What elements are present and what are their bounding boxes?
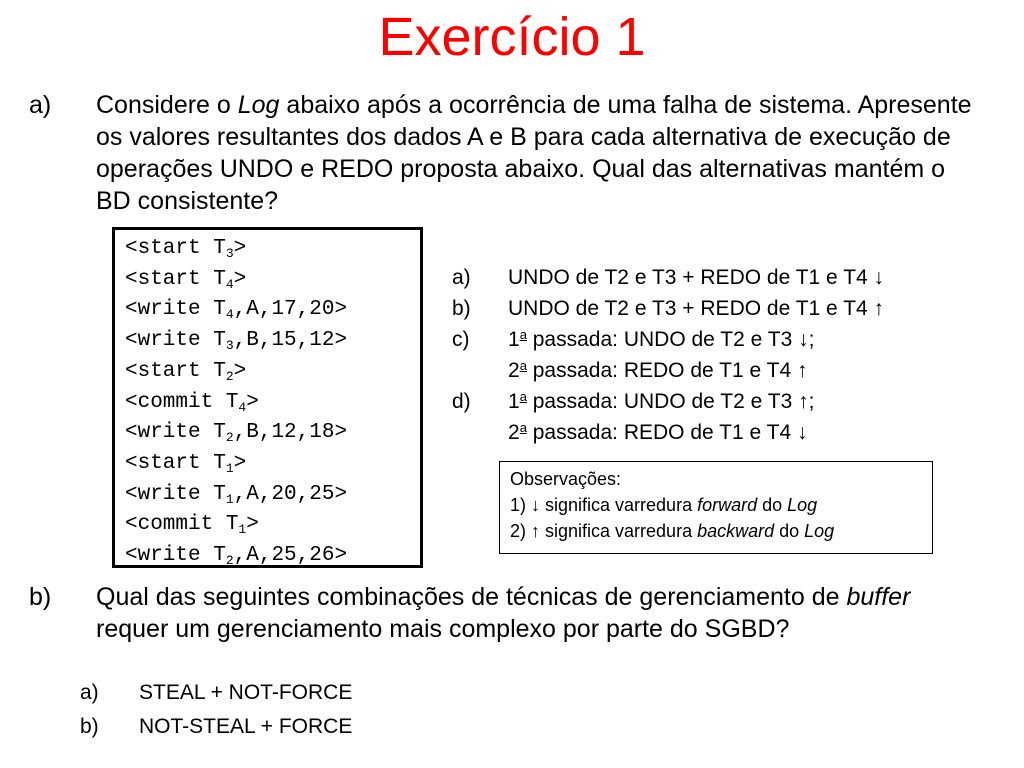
log-entry: <start $T_1>$: [125, 451, 247, 476]
log-entry: <start $T_4>$: [125, 267, 247, 292]
log-entry: <write $T_2,B,12,18>$: [125, 421, 348, 446]
question-a-label: a): [29, 91, 52, 119]
log-entry: <write $T_2,A,25,26>$: [125, 544, 348, 569]
option-a-text: STEAL + NOT-FORCE: [139, 681, 353, 704]
option-a-label: a): [80, 681, 99, 704]
observations-box: [499, 461, 933, 554]
log-entry: <commit $T_1>$: [125, 513, 259, 538]
log-entry: <write $T_3,B,15,12>$: [125, 329, 348, 354]
observations-title: Observações:: [510, 469, 622, 489]
option-b-text: NOT-STEAL + FORCE: [139, 715, 353, 738]
log-entry: <write $T_1,A,20,25>$: [125, 482, 348, 507]
observation-forward: 1) ↓ significa varredura forward do Log: [510, 495, 818, 515]
log-entry: <start $T_2>$: [125, 359, 247, 384]
slide-title: Exercício 1: [378, 7, 646, 67]
option-b-label: b): [80, 715, 99, 738]
observation-backward: 2) ↑ significa varredura backward do Log: [510, 521, 835, 541]
question-b-text: Qual das seguintes combinações de técnicas de gerenciamento de buffer requer um gerenciamento mais complexo por parte do SGBD?: [96, 583, 911, 643]
log-box: [112, 227, 423, 568]
question-a-text: Considere o Log abaixo após a ocorrência de uma falha de sistema. Apresente os valores resultantes dos dados A e B para cada alternativa de execução de operações UNDO e REDO proposta abaixo. Qual das alternativas mantém o BD consistente?: [96, 91, 972, 215]
log-entry: <start $T_3>$: [125, 237, 247, 261]
question-b-label: b): [29, 583, 52, 611]
log-entry: <write $T_4,A,17,20>$: [125, 298, 348, 323]
log-entry: <commit $T_4>$: [125, 390, 259, 415]
